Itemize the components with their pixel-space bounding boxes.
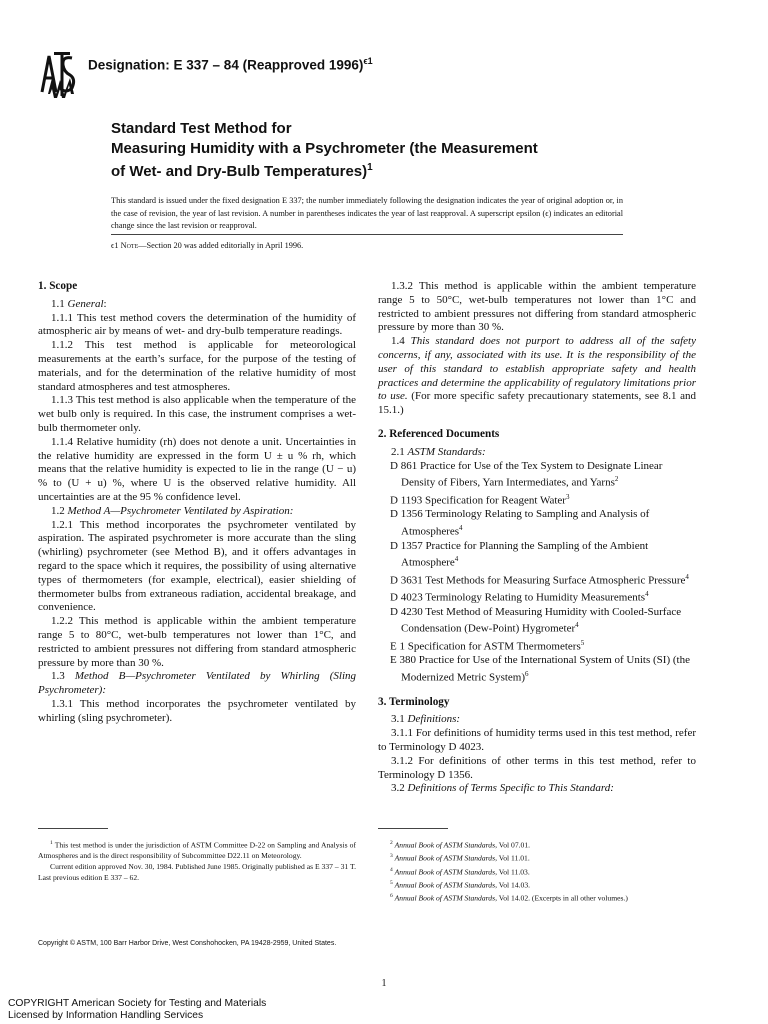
reference-mark: 4 [459,524,463,533]
footnote-tail: , Vol 11.03. [495,867,530,877]
title-footnote-mark: 1 [367,162,373,173]
section-3-1-number: 3.1 [391,713,408,726]
reference-item [378,606,696,637]
section-3-1 [378,713,696,727]
left-column [38,280,356,726]
reference-text: D 4230 Test Method of Measuring Humidity with Cooled-Surface Condensation (Dew-Point) Hygrometer [390,605,682,636]
footnote-mark: 6 [390,893,393,900]
section-1-3-label: Method B—Psychrometer Ventilated by Whirling (Sling Psychrometer): [38,670,357,697]
footnote-item [378,851,718,864]
designation-prefix: Designation: E 337 [88,57,213,73]
reference-item [378,508,696,539]
right-column [378,280,696,796]
footnotes-left [38,838,356,884]
section-2-1-label: ASTM Standards: [407,445,486,458]
title-line-1: Standard Test Method for [111,120,292,137]
designation-suffix: – 84 (Reapproved 1996) [212,57,364,73]
footnotes-right [378,838,718,905]
section-1-3-2: 1.3.2 This method is applicable within the ambient temperature range 5 to 50°C, wet-bulb temperatures not lower than 1°C and restricted to ambient pressures not differing from standard atmospheric pressure by more than 30 %. [378,280,696,334]
footnote-1-text: This test method is under the jurisdiction of ASTM Committee D-22 on Sampling and Analysis of Atmospheres and is the direct responsibility of Subcommittee D22.11 on Meteorology. [38,840,356,861]
footnote-item [378,838,718,851]
terminology-heading: 3. Terminology [378,695,450,708]
section-1-1-1: 1.1.1 This test method covers the determination of the humidity of atmospheric air by means of wet- and dry-bulb temperature readings. [38,311,356,338]
license-line-2: Licensed by Information Handling Services [8,1009,204,1021]
footnote-tail: , Vol 14.02. (Excerpts in all other volumes.) [495,893,628,903]
page-title [111,119,671,182]
designation-epsilon: ϵ1 [363,56,373,66]
editorial-label: Note [120,241,139,250]
reference-item [378,540,696,571]
section-1-4-number: 1.4 [391,335,411,348]
astm-logo-icon [36,48,82,100]
reference-item [378,571,696,588]
reference-item [378,460,696,491]
editorial-note [111,234,623,252]
reference-list [378,460,696,686]
reference-text: D 1356 Terminology Relating to Sampling and Analysis of Atmospheres [390,508,650,538]
footnote-1 [38,838,356,862]
reference-mark: 4 [575,621,579,630]
section-3-2 [378,782,696,796]
section-3-2-number: 3.2 [391,782,408,795]
reference-mark: 5 [580,638,585,647]
footnote-mark: 4 [390,866,393,873]
section-1-1-number: 1.1 [51,297,68,310]
footnote-book: Annual Book of ASTM Standards [394,867,496,877]
footnote-mark: 2 [390,840,393,846]
footnote-1-mark: 1 [50,840,53,846]
footnote-item [378,891,718,904]
section-3-1-label: Definitions: [407,713,461,726]
section-1-4-italic: This standard does not purport to address all of the safety concerns, if any, associated with its use. It is the responsibility of the user of this standard to establish appropriate safety and health practices and determine the applicability of regulatory limitations prior to use. [378,335,696,403]
footnote-tail: , Vol 07.01. [495,840,531,850]
reference-text: D 4023 Terminology Relating to Humidity Measurements [390,591,646,604]
section-1-3-number: 1.3 [51,670,75,683]
section-3-1-2: 3.1.2 For definitions of other terms in this test method, refer to Terminology D 1356. [378,754,696,781]
reference-item [378,654,696,685]
reference-mark: 2 [614,475,619,484]
reference-mark: 3 [565,492,570,501]
license-line-1: COPYRIGHT American Society for Testing and Materials [8,998,267,1009]
reference-text: D 1193 Specification for Reagent Water [390,494,566,507]
reference-text: D 861 Practice for Use of the Tex System to Designate Linear Density of Fibers, Yarn Intermediates, and Yarns [390,459,663,490]
footnote-book: Annual Book of ASTM Standards [394,840,496,850]
section-1-1-2: 1.1.2 This test method is applicable for meteorological measurements at the earth’s surface, for the purpose of the testing of materials, and for the determination of the relative humidity of most standard atmospheres and test atmospheres. [38,339,356,393]
footnote-item [378,878,718,891]
section-3-1-1: 3.1.1 For definitions of humidity terms used in this test method, refer to Terminology D 4023. [378,727,696,754]
section-1-1-4: 1.1.4 Relative humidity (rh) does not denote a unit. Uncertainties in the relative humidity are expressed in the form U ± u % rh, which means that the relative humidity is expected to lie in the range (U − u) % to (U + u) %, where U is the observed relative humidity. All uncertainties are at the 95 % confidence level. [38,435,356,503]
footnote-tail: , Vol 14.03. [495,880,531,890]
footnote-1-b: Current edition approved Nov. 30, 1984. Published June 1985. Originally published as E 337 – 31 T. Last previous edition E 337 – 62. [38,862,356,882]
footnote-mark: 3 [390,853,393,860]
section-1-1: 1.1 General: [51,297,107,310]
footnote-rule-right [378,828,448,829]
section-1-2-number: 1.2 [51,504,68,517]
issue-note: This standard is issued under the fixed designation E 337; the number immediately following the designation indicates the year of original adoption or, in the case of revision, the year of last revision. A number in parentheses indicates the year of last reapproval. A superscript epsilon (ϵ) indicates an editorial change since the last revision or reapproval. [111,196,623,231]
section-1-4-tail: (For more specific safety precautionary statements, see 8.1 and 15.1.) [378,390,696,417]
scope-heading: 1. Scope [38,280,78,292]
footnote-book: Annual Book of ASTM Standards [394,880,496,890]
section-1-1-3: 1.1.3 This test method is also applicable when the temperature of the wet bulb only is required. In this case, the instrument comprises a wet-bulb thermometer only. [38,394,356,434]
section-1-2-2: 1.2.2 This method is applicable within the ambient temperature range 5 to 80°C, wet-bulb temperatures not lower than 1°C, and restricted to ambient pressures not differing from standard atmospheric pressure by more than 30 %. [38,615,356,669]
copyright-line: Copyright © ASTM, 100 Barr Harbor Drive, West Conshohocken, PA 19428-2959, United States. [38,940,337,947]
reference-mark: 4 [454,555,459,564]
reference-text: E 380 Practice for Use of the International System of Units (SI) (the Modernized Metric System) [390,654,690,684]
reference-item [378,491,696,508]
referenced-documents-heading: 2. Referenced Documents [378,427,500,440]
editorial-mark: ϵ1 [111,241,119,250]
footnote-mark: 5 [390,879,393,886]
section-1-1-label: General [67,297,104,310]
reference-mark: 4 [685,572,689,581]
reference-mark: 4 [645,590,649,599]
section-2-1-number: 2.1 [391,445,408,458]
section-1-2-label: Method A—Psychrometer Ventilated by Aspiration: [67,504,294,517]
reference-item [378,637,696,654]
section-1-2 [38,505,356,519]
section-3-2-label: Definitions of Terms Specific to This Standard: [407,782,614,795]
title-line-3 [111,158,671,182]
footnote-book: Annual Book of ASTM Standards [394,853,496,863]
reference-text: E 1 Specification for ASTM Thermometers [390,640,581,653]
section-1-3-1: 1.3.1 This method incorporates the psychrometer ventilated by whirling (sling psychrometer). [38,697,356,724]
reference-mark: 6 [525,670,529,679]
reference-text: D 1357 Practice for Planning the Sampling of the Ambient Atmosphere [390,539,649,569]
editorial-text: —Section 20 was added editorially in April 1996. [138,241,304,250]
footnote-item [378,865,718,878]
section-2-1 [378,446,696,460]
footnote-tail: , Vol 11.01. [495,853,530,863]
section-1-2-1: 1.2.1 This method incorporates the psychrometer ventilated by aspiration. The aspirated psychrometer is more accurate than the sling (whirling) psychrometer (see Method B), and it offers advantages in regard to the space which it requires, the possibility of using alternative types of thermometers (for example, electrical), easier shielding of thermometer bulbs from extraneous radiation, accidental breakage, and convenience. [38,518,356,614]
footnote-book: Annual Book of ASTM Standards [394,893,496,903]
reference-item [378,588,696,605]
section-1-4 [378,335,696,418]
title-line-2: Measuring Humidity with a Psychrometer (the Measurement [111,139,538,157]
title-line-3-text: of Wet- and Dry-Bulb Temperatures) [111,163,368,180]
footnote-rule-left [38,828,108,829]
section-1-3 [38,670,356,698]
reference-text: D 3631 Test Methods for Measuring Surface Atmospheric Pressure [390,574,686,587]
page-number: 1 [381,978,387,989]
designation [88,56,373,73]
license-notice [8,998,266,1021]
